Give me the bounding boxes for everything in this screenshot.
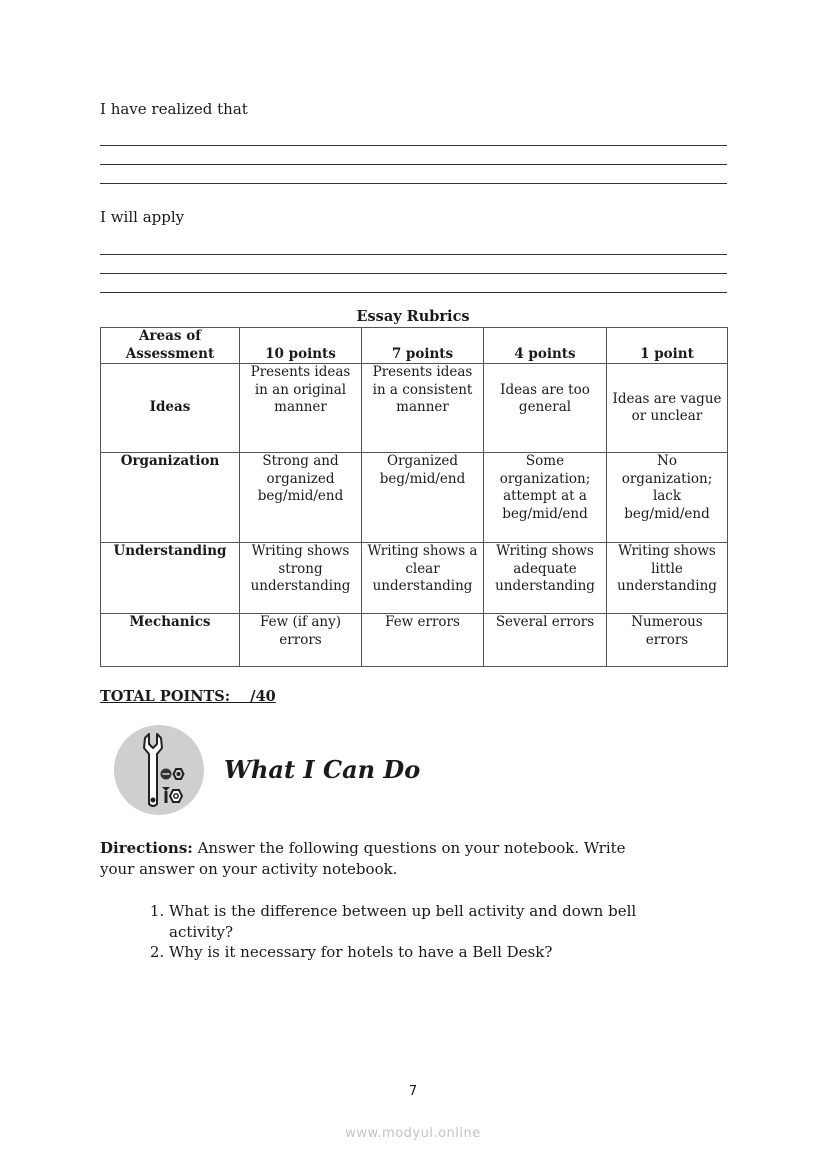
area-cell: Ideas — [101, 364, 240, 453]
total-points: TOTAL POINTS: /40 — [100, 688, 276, 705]
rubric-row-organization — [101, 453, 728, 543]
answer-line — [100, 145, 727, 146]
rubric-cell: Numerous errors — [607, 614, 728, 667]
rubric-cell: Writing shows strong understanding — [240, 543, 362, 614]
answer-line — [100, 254, 727, 255]
answer-line — [100, 183, 727, 184]
area-cell: Organization — [101, 453, 240, 543]
rubric-table — [100, 327, 728, 667]
section-title: What I Can Do — [224, 755, 421, 784]
header-cell: 4 points — [484, 328, 607, 364]
rubric-row-mechanics — [101, 614, 728, 667]
page-number: 7 — [408, 1084, 418, 1099]
rubric-cell: Writing shows a clear understanding — [362, 543, 484, 614]
header-cell: 10 points — [240, 328, 362, 364]
list-item: 2. Why is it necessary for hotels to have a Bell Desk? — [169, 942, 649, 963]
rubric-cell: Writing shows adequate understanding — [484, 543, 607, 614]
answer-line — [100, 273, 727, 274]
answer-line — [100, 164, 727, 165]
area-cell: Understanding — [101, 543, 240, 614]
directions — [100, 838, 640, 880]
rubric-cell: Presents ideas in an original manner — [240, 364, 362, 453]
rubric-cell: Few errors — [362, 614, 484, 667]
answer-line — [100, 292, 727, 293]
header-cell: 1 point — [607, 328, 728, 364]
header-cell: 7 points — [362, 328, 484, 364]
header-cell: Areas of Assessment — [101, 328, 240, 364]
apply-prompt: I will apply — [100, 208, 185, 226]
rubric-cell: Some organization; attempt at a beg/mid/end — [484, 453, 607, 543]
watermark: www.modyul.online — [345, 1126, 481, 1141]
rubric-cell: No organization; lack beg/mid/end — [607, 453, 728, 543]
rubric-cell: Few (if any) errors — [240, 614, 362, 667]
area-cell: Mechanics — [101, 614, 240, 667]
rubric-cell: Presents ideas in a consistent manner — [362, 364, 484, 453]
list-item: 1. What is the difference between up bell activity and down bell activity? — [169, 901, 649, 942]
question-list — [148, 901, 649, 963]
rubric-cell: Strong and organized beg/mid/end — [240, 453, 362, 543]
rubric-title: Essay Rubrics — [356, 308, 470, 325]
tools-icon — [113, 724, 205, 816]
rubric-row-understanding — [101, 543, 728, 614]
directions-text: Answer the following questions on your notebook. Write your answer on your activity notebook. — [100, 839, 626, 878]
rubric-cell: Writing shows little understanding — [607, 543, 728, 614]
rubric-cell: Ideas are vague or unclear — [607, 364, 728, 453]
rubric-row-ideas — [101, 364, 728, 453]
rubric-cell: Several errors — [484, 614, 607, 667]
realized-prompt: I have realized that — [100, 100, 248, 118]
directions-label: Directions: — [100, 839, 193, 857]
rubric-header-row — [101, 328, 728, 364]
rubric-cell: Ideas are too general — [484, 364, 607, 453]
rubric-cell: Organized beg/mid/end — [362, 453, 484, 543]
